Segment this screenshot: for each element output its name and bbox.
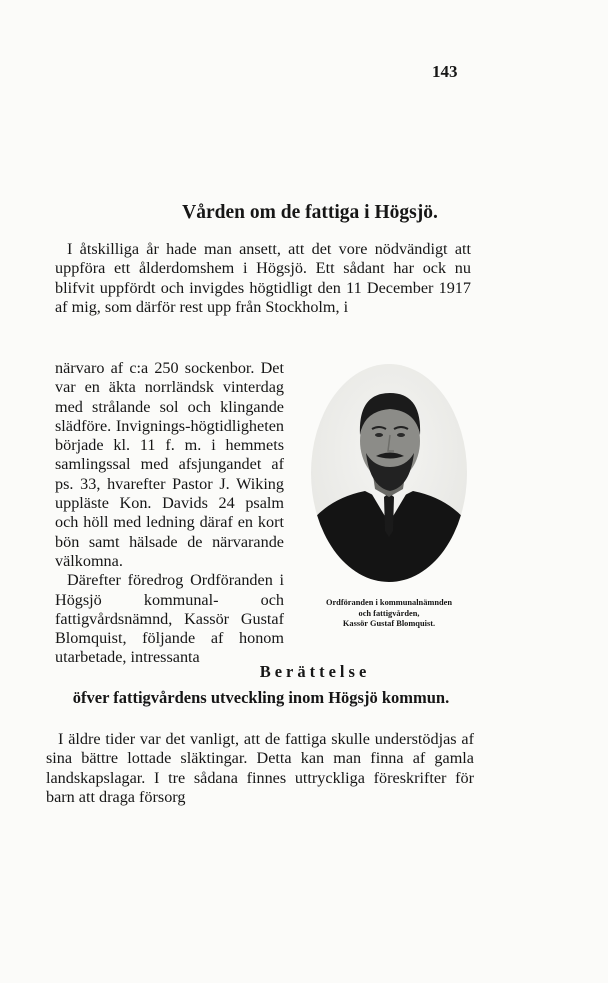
intro-paragraph (55, 240, 471, 317)
intro-text: I åtskilliga år hade man ansett, att det vore nödvändigt att uppföra ett ålderdomshem i Högsjö. Ett sådant har ock nu blifvit uppfördt och invigdes högtidligt den 11 December 1917 af mig, som därför rest upp från Stockholm, i (55, 240, 471, 316)
narrow-paragraph-2: Därefter föredrog Ordföranden i Högsjö kommunal- och fattigvårdsnämnd, Kassör Gustaf Blomquist, följande af honom utarbetade, intressanta (55, 571, 284, 667)
narrow-paragraph-1: närvaro af c:a 250 sockenbor. Det var en äkta norrländsk vinterdag med strålande sol och klingande slädföre. Invignings-högtidligheten började kl. 11 f. m. i hemmets samlingssal med afsjungandet af ps. 33, hvarefter Pastor J. Wiking uppläste Kon. Davids 24 psalm och höll med ledning däraf en kort bön samt hälsade de närvarande välkomna. (55, 359, 284, 570)
section-text: I äldre tider var det vanligt, att de fattiga skulle understödjas af sina bättre lottade släktingar. Detta kan man finna af gamla landskapslagar. I tre sådana finnes uttryckliga föreskrifter för barn att draga försorg (46, 730, 474, 806)
photo-caption (300, 598, 478, 630)
section-paragraph (46, 730, 474, 807)
page-title: Vården om de fattiga i Högsjö. (182, 202, 438, 223)
portrait-photo (310, 363, 468, 583)
section-subtitle: öfver fattigvårdens utveckling inom Högsjö kommun. (72, 688, 450, 707)
section-title: Berättelse (259, 662, 371, 681)
page-number: 143 (432, 62, 458, 81)
caption-line-2: och fattigvården, (358, 608, 420, 618)
narrow-column (55, 359, 284, 668)
portrait-image (310, 363, 468, 583)
caption-line-1: Ordföranden i kommunalnämnden (325, 598, 453, 607)
caption-line-3: Kassör Gustaf Blomquist. (342, 619, 436, 629)
